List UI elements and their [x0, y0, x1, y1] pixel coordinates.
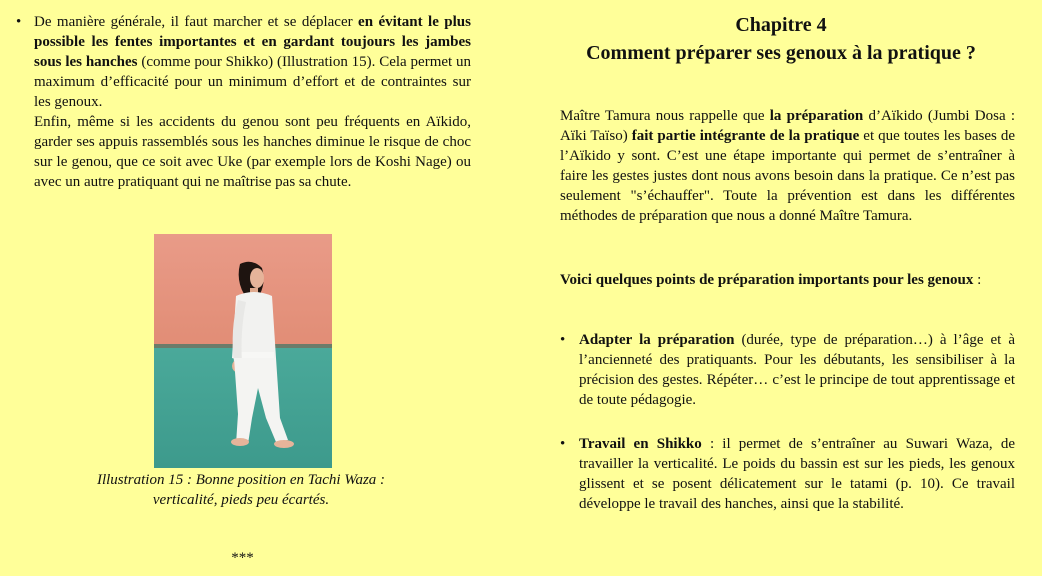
chapter-title: Comment préparer ses genoux à la pratique ? [586, 42, 976, 64]
bullet-dot-icon: • [16, 14, 22, 30]
intro-paragraph: Maître Tamura nous rappelle que la préparation d’Aïkido (Jumbi Dosa : Aïki Taïso) fait partie intégrante de la pratique et que toutes les bases de l’Aïkido y sont. C’est une étape importante qui permet de s’entraîner à faire les gestes justes dont nous avons besoin dans la pratique. Ce n’est pas seulement "s’échauffer". Toute la prévention est dans les différentes méthodes de préparation que nous a donné Maître Tamura. [560, 108, 1016, 224]
chapter-number: Chapitre 4 [735, 14, 827, 36]
bullet-dot-icon: • [560, 436, 566, 452]
points-heading: Voici quelques points de préparation importants pour les genoux : [560, 272, 982, 288]
section-separator: *** [231, 550, 254, 566]
bullet-item-walking [16, 12, 471, 192]
bullet-text [34, 12, 471, 192]
accident-paragraph: Enfin, même si les accidents du genou sont peu fréquents en Aïkido, garder ses appuis rassemblés sous les hanches diminue le risque de choc sur le genou, que ce soit avec Uke (par exemple lors de Koshi Nage) ou avec un autre pratiquant qui ne maîtrise pas sa chute. [34, 114, 471, 190]
standing-person-figure [154, 234, 332, 468]
list-item-adapter [560, 330, 1015, 410]
right-page [521, 0, 1042, 576]
list-item-text: Adapter la préparation (durée, type de préparation…) à l’âge et à l’ancienneté des pratiquants. Pour les débutants, les sensibiliser à la précision des gestes. Répéter… c’est le principe de tout apprentissage et de toute pédagogie. [579, 332, 1015, 408]
list-item-text: Travail en Shikko : il permet de s’entraîner au Suwari Waza, de travailler la verticalité. Le poids du bassin est sur les pieds, les genoux glissent et se posent délicatement sur le tatami (p. 10). Ce travail développe le travail des hanches, ainsi que la stabilité. [579, 436, 1016, 512]
walking-paragraph: De manière générale, il faut marcher et se déplacer en évitant le plus possible les fentes importantes et en gardant toujours les jambes sous les hanches (comme pour Shikko) (Illustration 15). Cela permet un maximum d’efficacité pour un minimum d’effort et de contraintes sur les genoux. [34, 14, 472, 110]
list-item-shikko [560, 434, 1015, 514]
illustration-caption: Illustration 15 : Bonne position en Tachi Waza : verticalité, pieds peu écartés. [96, 472, 386, 508]
bullet-dot-icon: • [560, 332, 566, 348]
illustration-15-photo [154, 234, 332, 468]
